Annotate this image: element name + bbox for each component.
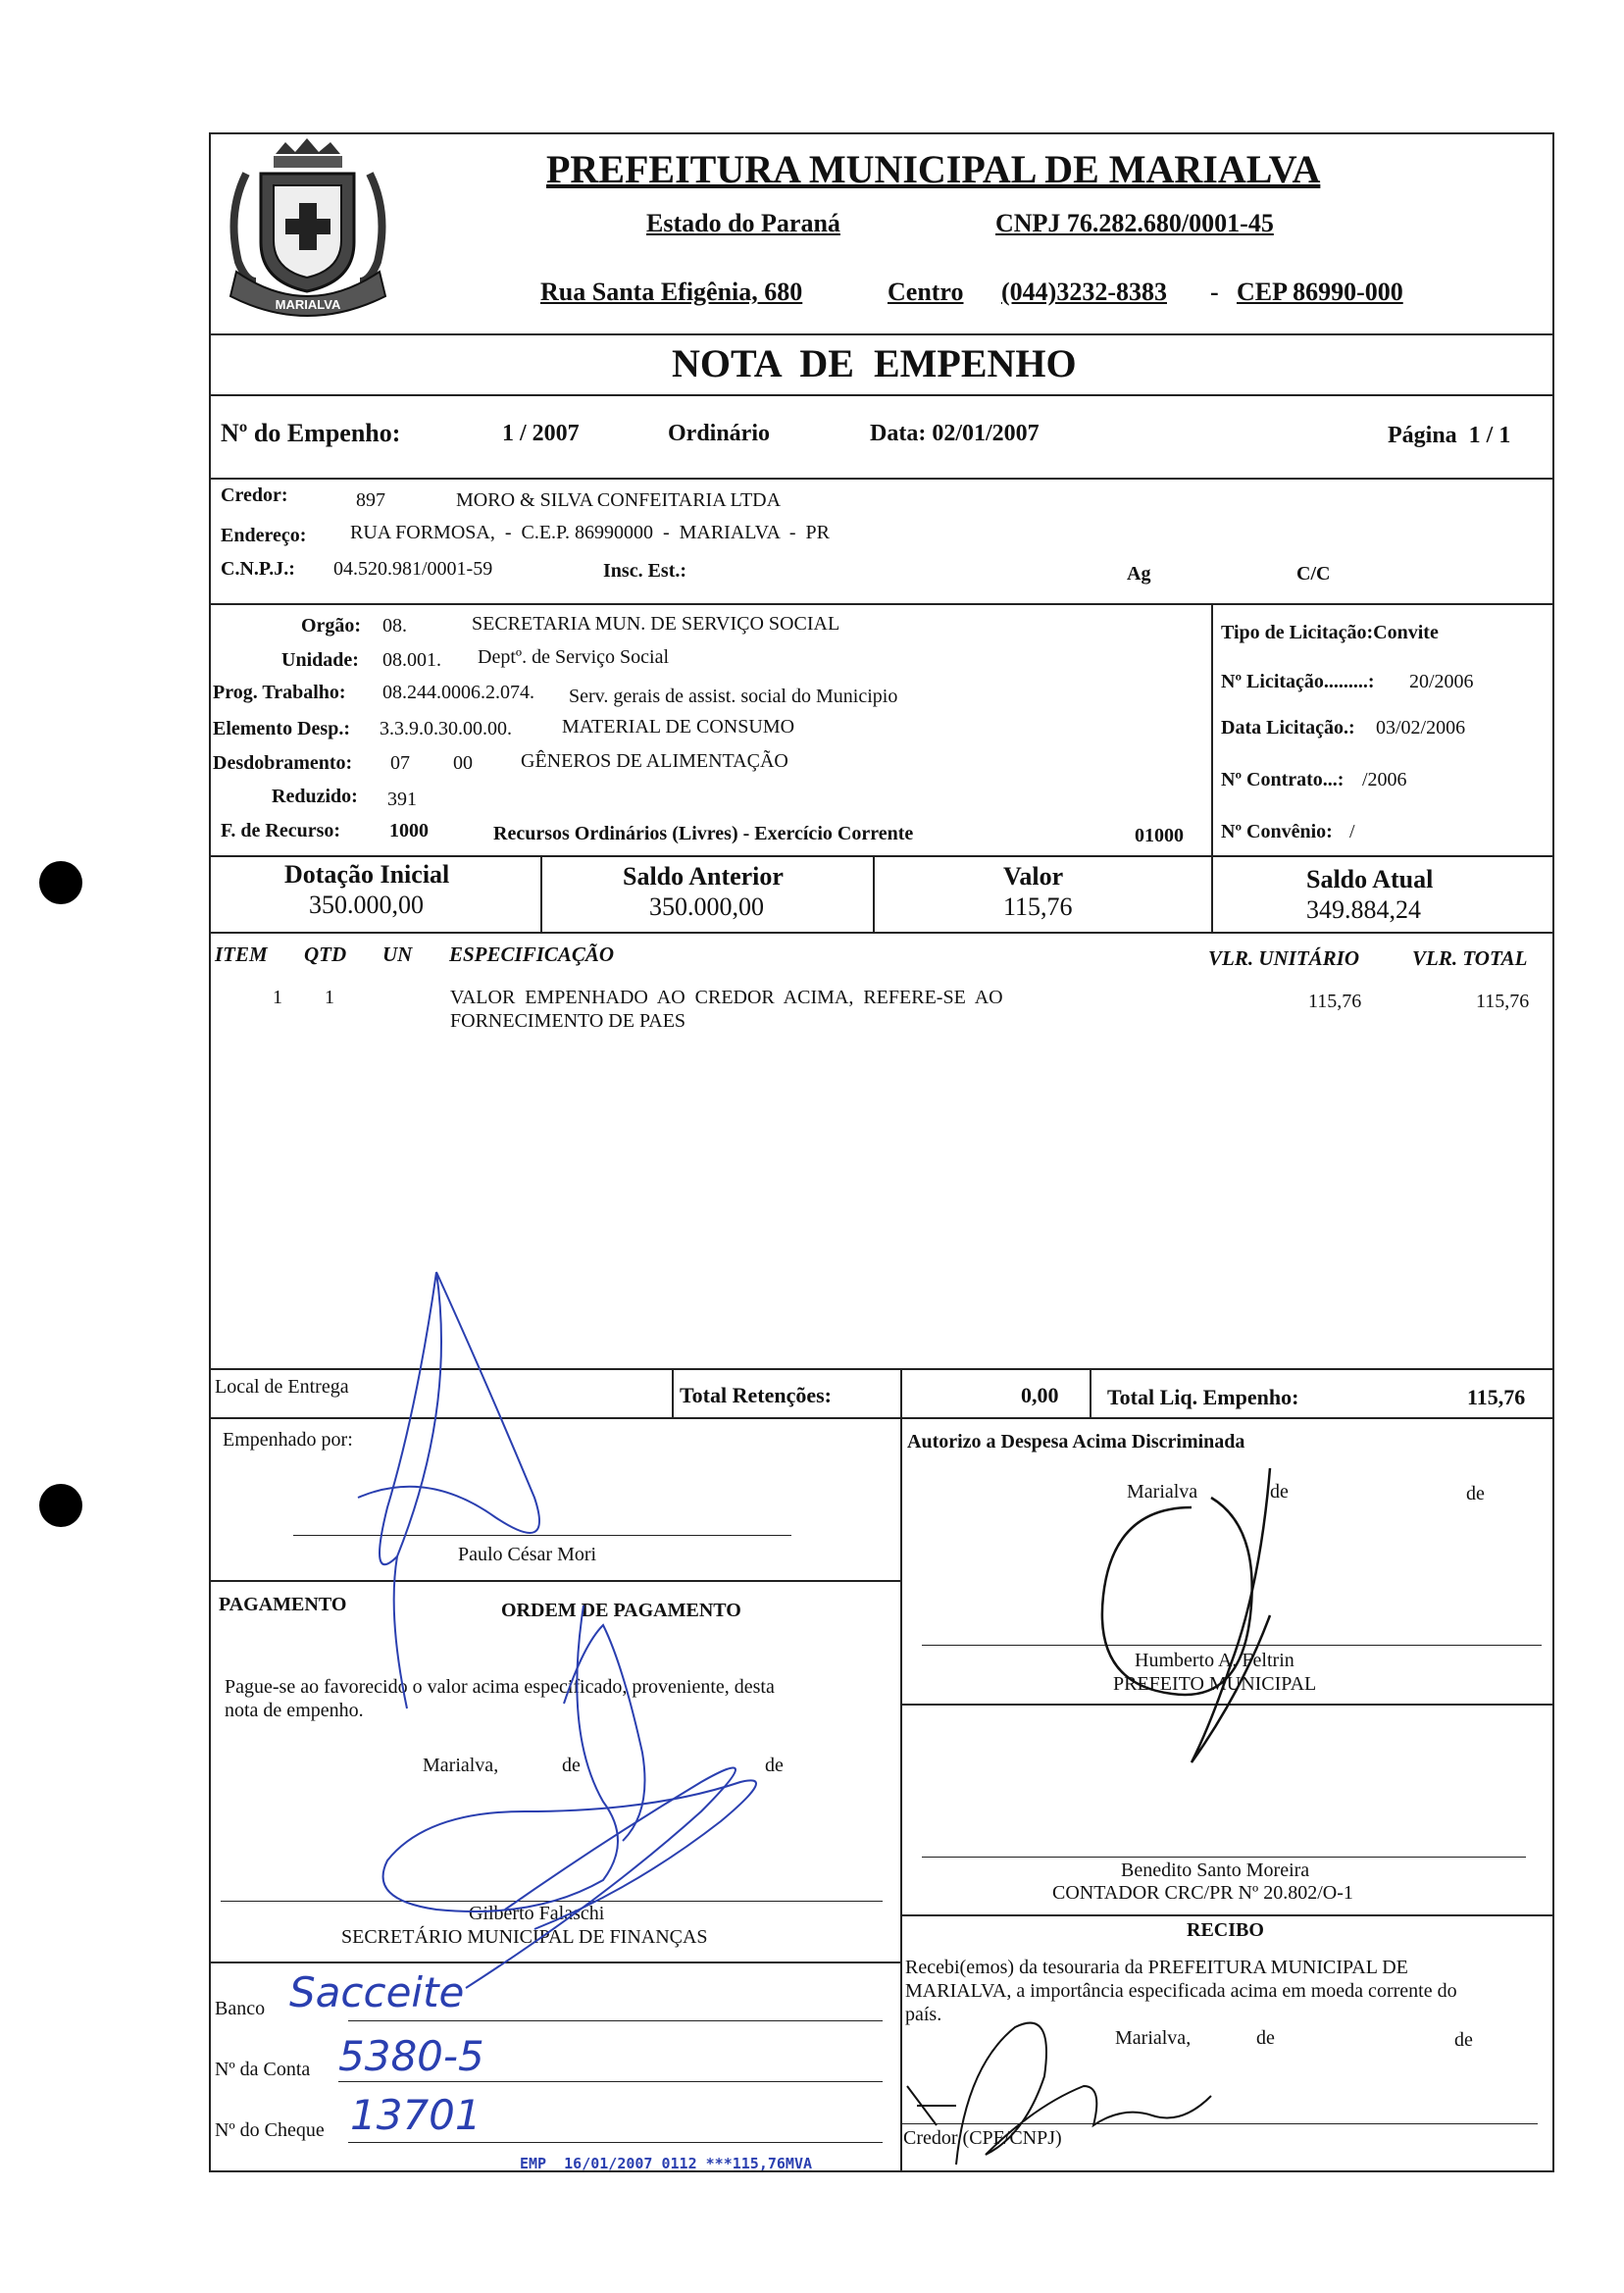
signature-prefeito [1074, 1468, 1309, 1782]
empenho-date: Data: 02/01/2007 [870, 421, 1040, 446]
ordem-pagamento-label: ORDEM DE PAGAMENTO [501, 1600, 741, 1621]
footer-stamp: EMP 16/01/2007 0112 ***115,76MVA [520, 2155, 813, 2172]
item-vlr-total: 115,76 [1476, 991, 1530, 1012]
orgao-code: 08. [382, 615, 407, 637]
credor-name: MORO & SILVA CONFEITARIA LTDA [456, 489, 782, 511]
recibo-credor-label: Credor (CPF/CNPJ) [903, 2127, 1062, 2149]
desdobramento-code2: 00 [453, 752, 473, 774]
header-title: PREFEITURA MUNICIPAL DE MARIALVA [546, 147, 1321, 191]
contrato-value: /2006 [1362, 769, 1407, 790]
saldo-atual-label: Saldo Atual [1306, 865, 1434, 893]
unidade-name: Deptº. de Serviço Social [478, 646, 670, 668]
recibo-line1: Recebi(emos) da tesouraria da PREFEITURA MUNICIPAL DE [905, 1957, 1408, 1978]
pague-se-line2: nota de empenho. [225, 1700, 364, 1721]
elemento-name: MATERIAL DE CONSUMO [562, 716, 795, 738]
contador-title: CONTADOR CRC/PR Nº 20.802/O-1 [1052, 1882, 1353, 1904]
banco-label: Banco [215, 1998, 266, 2019]
total-retencoes-value: 0,00 [1021, 1383, 1059, 1407]
punch-hole-bottom [39, 1484, 82, 1527]
signature-credor-recibo [897, 1988, 1231, 2184]
empenhado-por-name: Paulo César Mori [458, 1544, 597, 1565]
dotacao-inicial-label: Dotação Inicial [284, 860, 450, 889]
item-qtd: 1 [325, 987, 334, 1008]
col-item: ITEM [215, 943, 268, 966]
header-phone: (044)3232-8383 [1001, 278, 1167, 306]
header-district: Centro [888, 278, 964, 306]
endereco-label: Endereço: [221, 525, 307, 546]
saldo-atual-value: 349.884,24 [1306, 895, 1421, 924]
header-address: Rua Santa Efigênia, 680 [540, 278, 803, 306]
autorizo-de2: de [1466, 1483, 1485, 1504]
reduzido-label: Reduzido: [272, 786, 358, 807]
col-qtd: QTD [304, 943, 347, 966]
ordem-de1: de [562, 1755, 581, 1776]
recurso-code2: 01000 [1135, 825, 1184, 846]
total-liquido-value: 115,76 [1467, 1385, 1526, 1409]
endereco-value: RUA FORMOSA, - C.E.P. 86990000 - MARIALVA - PR [350, 522, 830, 543]
desdobramento-code1: 07 [390, 752, 410, 774]
convenio-value: / [1349, 821, 1355, 842]
autorizo-de1: de [1270, 1481, 1289, 1503]
prog-trabalho-label: Prog. Trabalho: [213, 682, 346, 703]
header-cep: CEP 86990-000 [1237, 278, 1403, 306]
recurso-label: F. de Recurso: [221, 820, 341, 841]
punch-hole-top [39, 861, 82, 904]
col-vlr-total: VLR. TOTAL [1412, 946, 1528, 970]
pague-se-line1: Pague-se ao favorecido o valor acima especificado, proveniente, desta [225, 1676, 775, 1698]
col-un: UN [382, 943, 413, 966]
recurso-name: Recursos Ordinários (Livres) - Exercício Corrente [493, 823, 914, 844]
signature-secretario [309, 1586, 858, 2135]
convenio-label: Nº Convênio: [1221, 821, 1333, 842]
prog-trabalho-code: 08.244.0006.2.074. [382, 682, 534, 703]
nota-de-empenho-form [209, 132, 1554, 2172]
orgao-name: SECRETARIA MUN. DE SERVIÇO SOCIAL [472, 613, 840, 635]
local-entrega-label: Local de Entrega [215, 1376, 349, 1398]
empenho-page: Página 1 / 1 [1388, 423, 1511, 448]
autorizo-label: Autorizo a Despesa Acima Discriminada [907, 1431, 1245, 1452]
dotacao-inicial-value: 350.000,00 [309, 891, 424, 919]
header-dash: - [1210, 278, 1219, 306]
recibo-de2: de [1454, 2029, 1473, 2051]
insc-est-label: Insc. Est.: [603, 560, 687, 582]
ordem-place: Marialva, [423, 1755, 499, 1776]
elemento-label: Elemento Desp.: [213, 718, 350, 739]
autorizo-place: Marialva [1127, 1481, 1198, 1503]
cheque-value: 13701 [350, 2091, 482, 2139]
total-retencoes-label: Total Retenções: [680, 1383, 832, 1407]
empenho-number: 1 / 2007 [502, 421, 580, 446]
unidade-label: Unidade: [281, 649, 359, 671]
saldo-anterior-label: Saldo Anterior [623, 862, 784, 891]
numero-licitacao-label: Nº Licitação.........: [1221, 671, 1375, 692]
reduzido-value: 391 [387, 789, 417, 810]
secretario-name: Gilberto Falaschi [469, 1903, 605, 1924]
conta-label: Nº da Conta [215, 2059, 311, 2080]
empenho-label: Nº do Empenho: [221, 419, 401, 447]
valor-value: 115,76 [1003, 892, 1073, 921]
recibo-place: Marialva, [1115, 2027, 1192, 2049]
total-liquido-label: Total Liq. Empenho: [1107, 1385, 1299, 1409]
recibo-line3: país. [905, 2004, 942, 2025]
desdobramento-label: Desdobramento: [213, 752, 353, 774]
empenhado-por-label: Empenhado por: [223, 1429, 353, 1451]
banco-value: Sacceite [289, 1968, 465, 2016]
pagamento-label: PAGAMENTO [219, 1594, 347, 1615]
desdobramento-name: GÊNEROS DE ALIMENTAÇÃO [521, 750, 788, 772]
header-cnpj: CNPJ 76.282.680/0001-45 [995, 209, 1274, 237]
cheque-label: Nº do Cheque [215, 2119, 325, 2141]
data-licitacao-value: 03/02/2006 [1376, 717, 1466, 739]
conta-value: 5380-5 [338, 2032, 484, 2080]
secretario-title: SECRETÁRIO MUNICIPAL DE FINANÇAS [341, 1926, 708, 1948]
item-number: 1 [273, 987, 282, 1008]
unidade-code: 08.001. [382, 649, 441, 671]
document-title: NOTA DE EMPENHO [672, 341, 1077, 385]
contrato-label: Nº Contrato...: [1221, 769, 1345, 790]
item-espec-line1: VALOR EMPENHADO AO CREDOR ACIMA, REFERE-SE AO [450, 987, 1003, 1008]
empenho-type: Ordinário [668, 421, 771, 446]
data-licitacao-label: Data Licitação.: [1221, 717, 1355, 739]
recibo-line2: MARIALVA, a importância especificada acima em moeda corrente do [905, 1980, 1457, 2002]
col-vlr-unitario: VLR. UNITÁRIO [1208, 946, 1360, 970]
valor-label: Valor [1003, 862, 1064, 891]
recibo-label: RECIBO [1187, 1919, 1264, 1941]
col-especificacao: ESPECIFICAÇÃO [449, 943, 615, 966]
tipo-licitacao: Tipo de Licitação:Convite [1221, 622, 1439, 643]
recurso-code: 1000 [389, 820, 429, 841]
municipal-coat-of-arms-icon [217, 134, 399, 331]
header-state: Estado do Paraná [646, 209, 840, 237]
credor-code: 897 [356, 489, 385, 511]
elemento-code: 3.3.9.0.30.00.00. [380, 718, 512, 739]
prefeito-name: Humberto A. Feltrin [1135, 1650, 1294, 1671]
recibo-de1: de [1256, 2027, 1275, 2049]
prefeito-title: PREFEITO MUNICIPAL [1113, 1673, 1317, 1695]
cnpj-label: C.N.P.J.: [221, 558, 295, 580]
ag-label: Ag [1127, 563, 1151, 585]
saldo-anterior-value: 350.000,00 [649, 892, 764, 921]
numero-licitacao-value: 20/2006 [1409, 671, 1474, 692]
item-vlr-unitario: 115,76 [1308, 991, 1362, 1012]
prog-trabalho-name: Serv. gerais de assist. social do Municipio [569, 686, 898, 707]
item-espec-line2: FORNECIMENTO DE PAES [450, 1010, 686, 1032]
contador-name: Benedito Santo Moreira [1121, 1860, 1310, 1881]
orgao-label: Orgão: [301, 615, 362, 637]
credor-label: Credor: [221, 484, 288, 506]
cc-label: C/C [1296, 563, 1331, 585]
ordem-de2: de [765, 1755, 784, 1776]
cnpj-value: 04.520.981/0001-59 [333, 558, 493, 580]
seal-text: MARIALVA [275, 297, 341, 312]
